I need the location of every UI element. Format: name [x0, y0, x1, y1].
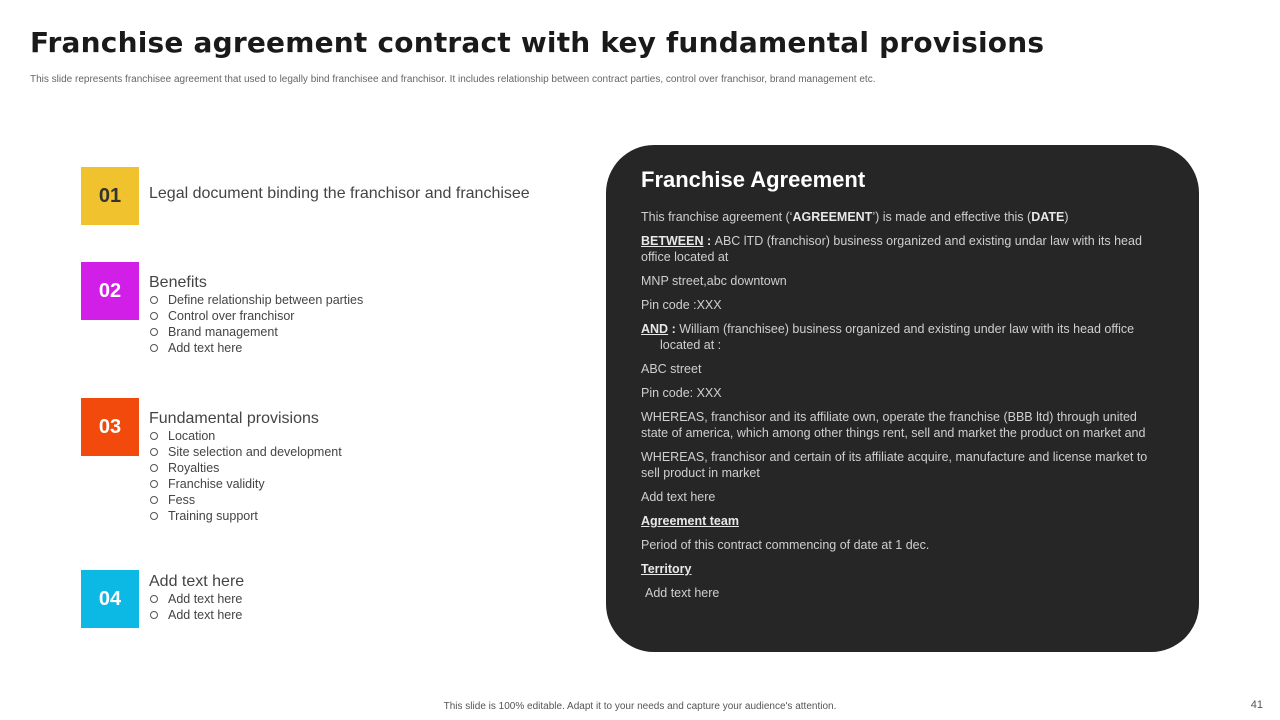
bullet-item: Define relationship between parties: [149, 292, 569, 308]
slide-title: Franchise agreement contract with key fundamental provisions: [30, 26, 1045, 59]
bullet-item: Training support: [149, 508, 569, 524]
number-badge-01: 01: [81, 167, 139, 225]
item-04-bullets: [149, 591, 569, 623]
number-badge-03: 03: [81, 398, 139, 456]
number-badge-02: 02: [81, 262, 139, 320]
page-number: 41: [1250, 699, 1263, 711]
item-03: [149, 410, 569, 524]
bullet-item: Franchise validity: [149, 476, 569, 492]
number-badge-04: 04: [81, 570, 139, 628]
bullet-item: Control over franchisor: [149, 308, 569, 324]
bullet-item: Brand management: [149, 324, 569, 340]
bullet-item: Add text here: [149, 591, 569, 607]
item-01-title: Legal document binding the franchisor and franchisee: [149, 185, 530, 202]
bullet-item: Royalties: [149, 460, 569, 476]
agreement-add-text-2: Add text here: [645, 586, 720, 600]
agreement-and: AND : William (franchisee) business organized and existing under law with its head office located at :: [641, 322, 1135, 352]
bullet-item: Site selection and development: [149, 444, 569, 460]
item-04: [149, 573, 569, 623]
agreement-intro: This franchise agreement (‘AGREEMENT’) is made and effective this (DATE): [641, 210, 1069, 224]
item-03-title: Fundamental provisions: [149, 410, 319, 427]
agreement-card: [606, 145, 1199, 652]
agreement-pin-2: Pin code: XXX: [641, 386, 722, 400]
item-02-title: Benefits: [149, 274, 207, 291]
item-01: [149, 185, 569, 203]
agreement-add-text-1: Add text here: [641, 490, 716, 504]
slide-subtitle: This slide represents franchisee agreement that used to legally bind franchisee and franchisor. It includes relationship between contract parties, control over franchisor, brand management etc.: [30, 74, 876, 85]
agreement-address-1: MNP street,abc downtown: [641, 274, 787, 288]
item-03-bullets: [149, 428, 569, 524]
bullet-item: Location: [149, 428, 569, 444]
agreement-pin-1: Pin code :XXX: [641, 298, 722, 312]
agreement-territory-label: Territory: [641, 562, 692, 576]
agreement-whereas-1: WHEREAS, franchisor and its affiliate own, operate the franchise (BBB ltd) through united state of america, which among other things rent, sell and market the product on market and: [641, 410, 1146, 440]
agreement-period: Period of this contract commencing of date at 1 dec.: [641, 538, 930, 552]
item-02: [149, 274, 569, 356]
agreement-whereas-2: WHEREAS, franchisor and certain of its affiliate acquire, manufacture and license market to sell product in market: [641, 450, 1148, 480]
bullet-item: Add text here: [149, 607, 569, 623]
agreement-title: Franchise Agreement: [641, 167, 866, 192]
agreement-team-label: Agreement team: [641, 514, 739, 528]
footer-note: This slide is 100% editable. Adapt it to your needs and capture your audience's attention.: [443, 701, 837, 712]
agreement-address-2: ABC street: [641, 362, 702, 376]
item-02-bullets: [149, 292, 569, 356]
agreement-between: BETWEEN : ABC lTD (franchisor) business organized and existing undar law with its head office located at: [641, 234, 1142, 264]
item-04-title: Add text here: [149, 573, 245, 590]
bullet-item: Add text here: [149, 340, 569, 356]
bullet-item: Fess: [149, 492, 569, 508]
